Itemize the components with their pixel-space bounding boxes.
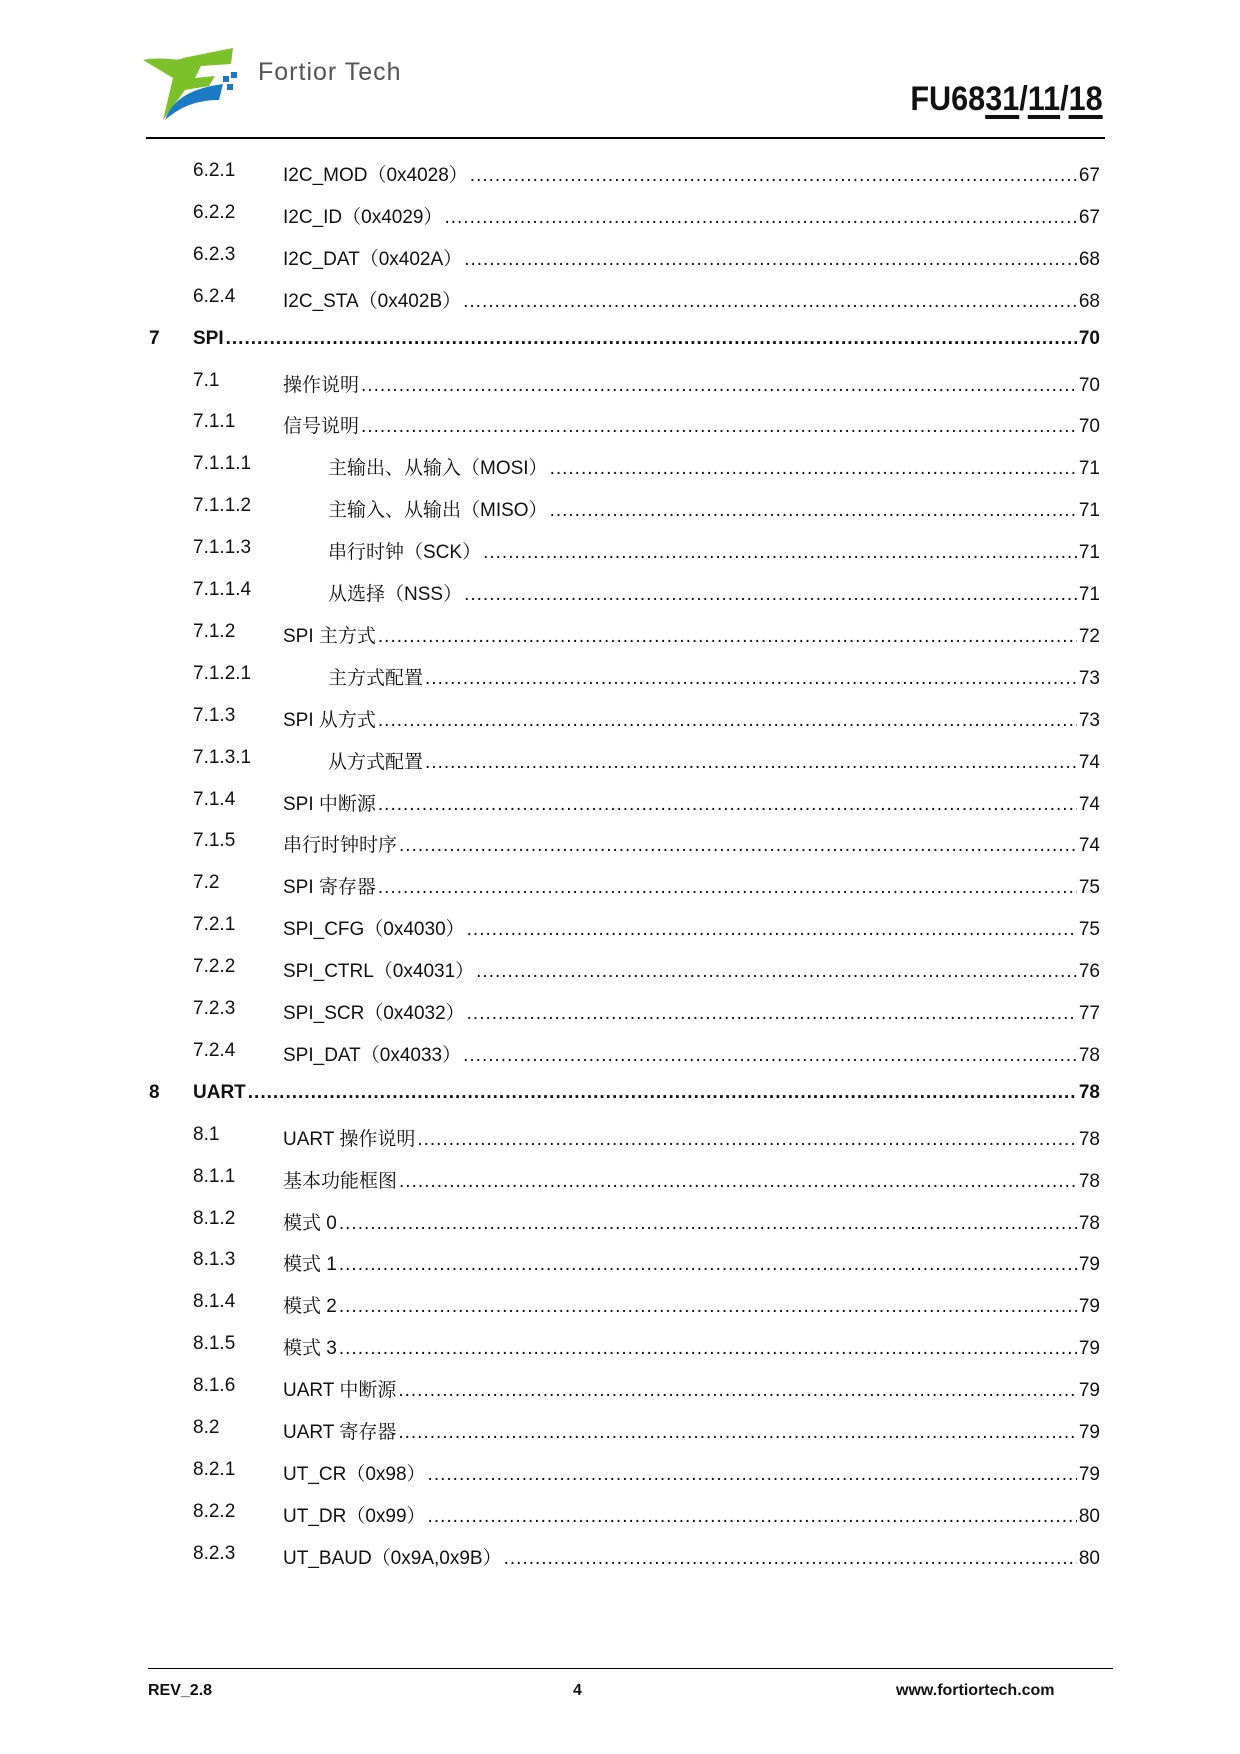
toc-entry[interactable] — [0, 621, 1100, 651]
toc-number: 7.1.3.1 — [193, 746, 252, 768]
brand-name: Fortior Tech — [258, 58, 402, 86]
dot-leader — [425, 668, 1077, 690]
toc-entry[interactable] — [0, 286, 1100, 316]
dot-leader — [399, 1171, 1077, 1193]
toc-page: 76 — [1078, 961, 1100, 983]
toc-number: 7.1 — [193, 369, 220, 391]
toc-page: 70 — [1078, 327, 1100, 349]
header-divider — [146, 137, 1105, 139]
toc-page: 75 — [1078, 919, 1100, 941]
dot-leader — [504, 1548, 1077, 1570]
toc-number: 7.1.5 — [193, 830, 236, 852]
toc-page: 75 — [1078, 877, 1100, 899]
toc-page: 80 — [1078, 1505, 1100, 1527]
dot-leader — [248, 1082, 1077, 1104]
footer-url[interactable]: www.fortiortech.com — [896, 1682, 1055, 1699]
toc-page: 78 — [1078, 1128, 1100, 1150]
toc-entry[interactable] — [0, 579, 1100, 609]
toc-title: I2C_DAT（0x402A） — [283, 248, 463, 270]
toc-page: 71 — [1078, 458, 1100, 480]
dot-leader — [361, 375, 1077, 397]
footer-page-number: 4 — [573, 1682, 582, 1699]
toc-page: 79 — [1078, 1422, 1100, 1443]
toc-entry[interactable] — [0, 1082, 1100, 1112]
toc-number: 7.2.3 — [193, 998, 236, 1019]
toc-number: 6.2.2 — [193, 201, 236, 223]
toc-title: SPI 寄存器 — [283, 877, 376, 899]
toc-page: 71 — [1078, 542, 1100, 564]
toc-title: SPI_CFG（0x4030） — [283, 919, 465, 941]
toc-page: 71 — [1078, 584, 1100, 605]
toc-title: UT_DR（0x99） — [283, 1505, 426, 1527]
dot-leader — [463, 291, 1077, 313]
toc-title: 串行时钟（SCK） — [328, 542, 482, 564]
toc-page: 67 — [1078, 165, 1100, 186]
fortior-logo-icon — [143, 48, 248, 123]
dot-leader — [444, 207, 1076, 229]
toc-number: 7.1.1.1 — [193, 453, 252, 475]
toc-page: 70 — [1078, 416, 1100, 438]
toc-page: 73 — [1078, 709, 1100, 731]
toc-title: I2C_ID（0x4029） — [283, 206, 443, 228]
toc-page: 72 — [1078, 625, 1100, 647]
toc-title: UART — [193, 1081, 246, 1103]
toc-page: 78 — [1078, 1044, 1100, 1066]
toc-title: 模式 0 — [283, 1212, 337, 1234]
toc-page: 79 — [1078, 1463, 1100, 1485]
toc-page: 77 — [1078, 1003, 1100, 1024]
toc-entry[interactable] — [0, 789, 1100, 819]
toc-entry[interactable] — [0, 1333, 1100, 1363]
toc-number: 8.1.6 — [193, 1375, 236, 1397]
toc-entry[interactable] — [0, 202, 1100, 232]
toc-title: SPI 主方式 — [283, 625, 376, 647]
toc-page: 74 — [1078, 793, 1100, 815]
dot-leader — [467, 1003, 1077, 1025]
toc-title: UART 操作说明 — [283, 1128, 416, 1150]
dot-leader — [464, 249, 1077, 271]
toc-entry[interactable] — [0, 747, 1100, 777]
dot-leader — [470, 165, 1077, 187]
toc-number: 7.1.2.1 — [193, 662, 252, 684]
toc-title: 从方式配置 — [328, 751, 424, 773]
dot-leader — [226, 328, 1077, 350]
dot-leader — [378, 794, 1077, 816]
toc-number: 7.2.2 — [193, 956, 236, 978]
toc-number: 7.1.1.2 — [193, 495, 252, 517]
toc-number: 6.2.1 — [193, 160, 236, 181]
toc-entry[interactable] — [0, 1543, 1100, 1573]
toc-title: 模式 3 — [283, 1338, 337, 1360]
toc-title: I2C_MOD（0x4028） — [283, 165, 468, 186]
dot-leader — [339, 1254, 1077, 1276]
toc-title: 模式 2 — [283, 1296, 337, 1318]
toc-entry[interactable] — [0, 914, 1100, 944]
toc-title: SPI — [193, 327, 224, 349]
dot-leader — [378, 626, 1077, 648]
toc-page: 68 — [1078, 248, 1100, 270]
dot-leader — [476, 961, 1077, 983]
toc-entry[interactable] — [0, 1249, 1100, 1279]
toc-page: 70 — [1078, 374, 1100, 396]
toc-page: 74 — [1078, 835, 1100, 857]
toc-page: 79 — [1078, 1254, 1100, 1276]
toc-entry[interactable] — [0, 1459, 1100, 1489]
toc-title: 主输出、从输入（MOSI） — [328, 458, 548, 480]
toc-title: UT_BAUD（0x9A,0x9B） — [283, 1547, 502, 1569]
toc-page: 71 — [1078, 500, 1100, 522]
toc-entry[interactable] — [0, 328, 1100, 358]
toc-page: 79 — [1078, 1380, 1100, 1402]
toc-number: 7.1.4 — [193, 788, 236, 810]
toc-entry[interactable] — [0, 705, 1100, 735]
dot-leader — [398, 1422, 1077, 1444]
toc-entry[interactable] — [0, 1375, 1100, 1405]
toc-title: 操作说明 — [283, 374, 360, 396]
toc-page: 73 — [1078, 667, 1100, 689]
toc-page: 78 — [1078, 1212, 1100, 1234]
toc-number: 7.1.3 — [193, 704, 236, 726]
toc-number: 7 — [149, 327, 160, 349]
toc-title: SPI_CTRL（0x4031） — [283, 961, 475, 983]
dot-leader — [550, 458, 1077, 480]
toc-number: 7.2 — [193, 872, 220, 894]
dot-leader — [467, 919, 1077, 941]
toc-title: UT_CR（0x98） — [283, 1463, 426, 1485]
toc-number: 8.1.5 — [193, 1333, 236, 1355]
dot-leader — [361, 416, 1077, 438]
toc-title: 信号说明 — [283, 416, 360, 438]
toc-entry[interactable] — [0, 495, 1100, 525]
toc-title: SPI_DAT（0x4033） — [283, 1044, 462, 1066]
dot-leader — [417, 1129, 1077, 1151]
toc-number: 6.2.4 — [193, 285, 236, 307]
toc-entry[interactable] — [0, 1417, 1100, 1447]
toc-entry[interactable] — [0, 872, 1100, 902]
toc-entry[interactable] — [0, 160, 1100, 190]
dot-leader — [339, 1296, 1077, 1318]
toc-title: I2C_STA（0x402B） — [283, 290, 462, 312]
dot-leader — [378, 710, 1077, 732]
toc-entry[interactable] — [0, 244, 1100, 274]
footer-divider — [148, 1668, 1113, 1669]
toc-title: 主方式配置 — [328, 667, 424, 689]
toc-number: 7.1.1.3 — [193, 537, 252, 559]
toc-number: 6.2.3 — [193, 243, 236, 265]
toc-entry[interactable] — [0, 663, 1100, 693]
toc-page: 74 — [1078, 751, 1100, 773]
dot-leader — [428, 1506, 1077, 1528]
dot-leader — [425, 752, 1077, 774]
toc-number: 8.1.2 — [193, 1207, 236, 1229]
toc-number: 8.2.3 — [193, 1542, 236, 1564]
toc-number: 7.2.1 — [193, 914, 236, 936]
toc-title: UART 中断源 — [283, 1380, 397, 1402]
toc-entry[interactable] — [0, 998, 1100, 1028]
toc-entry[interactable] — [0, 1124, 1100, 1154]
model-title: FU6831/11/18 — [910, 80, 1103, 118]
toc-title: SPI_SCR（0x4032） — [283, 1003, 465, 1024]
toc-number: 8.2.1 — [193, 1458, 236, 1480]
toc-title: 基本功能框图 — [283, 1170, 398, 1192]
toc-title: 主输入、从输出（MISO） — [328, 500, 548, 522]
toc-entry[interactable] — [0, 411, 1100, 441]
toc-number: 7.1.2 — [193, 620, 236, 642]
toc-number: 7.1.1.4 — [193, 579, 252, 600]
toc-title: 从选择（NSS） — [328, 584, 463, 605]
toc-number: 8.1.1 — [193, 1165, 236, 1187]
toc-entry[interactable] — [0, 370, 1100, 400]
toc-number: 7.2.4 — [193, 1039, 236, 1061]
dot-leader — [399, 835, 1077, 857]
toc-page: 67 — [1078, 206, 1100, 228]
dot-leader — [378, 877, 1077, 899]
toc-page: 78 — [1078, 1081, 1100, 1103]
toc-number: 8.1.4 — [193, 1291, 236, 1313]
dot-leader — [339, 1213, 1077, 1235]
toc-title: SPI 中断源 — [283, 793, 376, 815]
toc-number: 8 — [149, 1081, 160, 1103]
toc-title: 模式 1 — [283, 1254, 337, 1276]
toc-page: 80 — [1078, 1547, 1100, 1569]
toc-title: SPI 从方式 — [283, 709, 376, 731]
dot-leader — [398, 1380, 1077, 1402]
toc-page: 68 — [1078, 290, 1100, 312]
toc-entry[interactable] — [0, 956, 1100, 986]
toc-entry[interactable] — [0, 453, 1100, 483]
footer-revision: REV_2.8 — [148, 1682, 213, 1699]
toc-entry[interactable] — [0, 1208, 1100, 1238]
toc-entry[interactable] — [0, 1040, 1100, 1070]
toc-entry[interactable] — [0, 1291, 1100, 1321]
dot-leader — [463, 1045, 1077, 1067]
toc-number: 7.1.1 — [193, 411, 236, 433]
toc-title: 串行时钟时序 — [283, 835, 398, 857]
toc-page: 78 — [1078, 1170, 1100, 1192]
toc-entry[interactable] — [0, 1501, 1100, 1531]
toc-number: 8.1.3 — [193, 1249, 236, 1271]
toc-number: 8.2 — [193, 1417, 220, 1438]
dot-leader — [483, 542, 1077, 564]
toc-number: 8.2.2 — [193, 1500, 236, 1522]
toc-title: UART 寄存器 — [283, 1422, 397, 1443]
toc-entry[interactable] — [0, 1166, 1100, 1196]
toc-entry[interactable] — [0, 830, 1100, 860]
toc-page: 79 — [1078, 1338, 1100, 1360]
toc-page: 79 — [1078, 1296, 1100, 1318]
dot-leader — [550, 500, 1077, 522]
dot-leader — [339, 1338, 1077, 1360]
dot-leader — [464, 584, 1077, 606]
toc-number: 8.1 — [193, 1123, 220, 1145]
dot-leader — [428, 1464, 1077, 1486]
toc-entry[interactable] — [0, 537, 1100, 567]
